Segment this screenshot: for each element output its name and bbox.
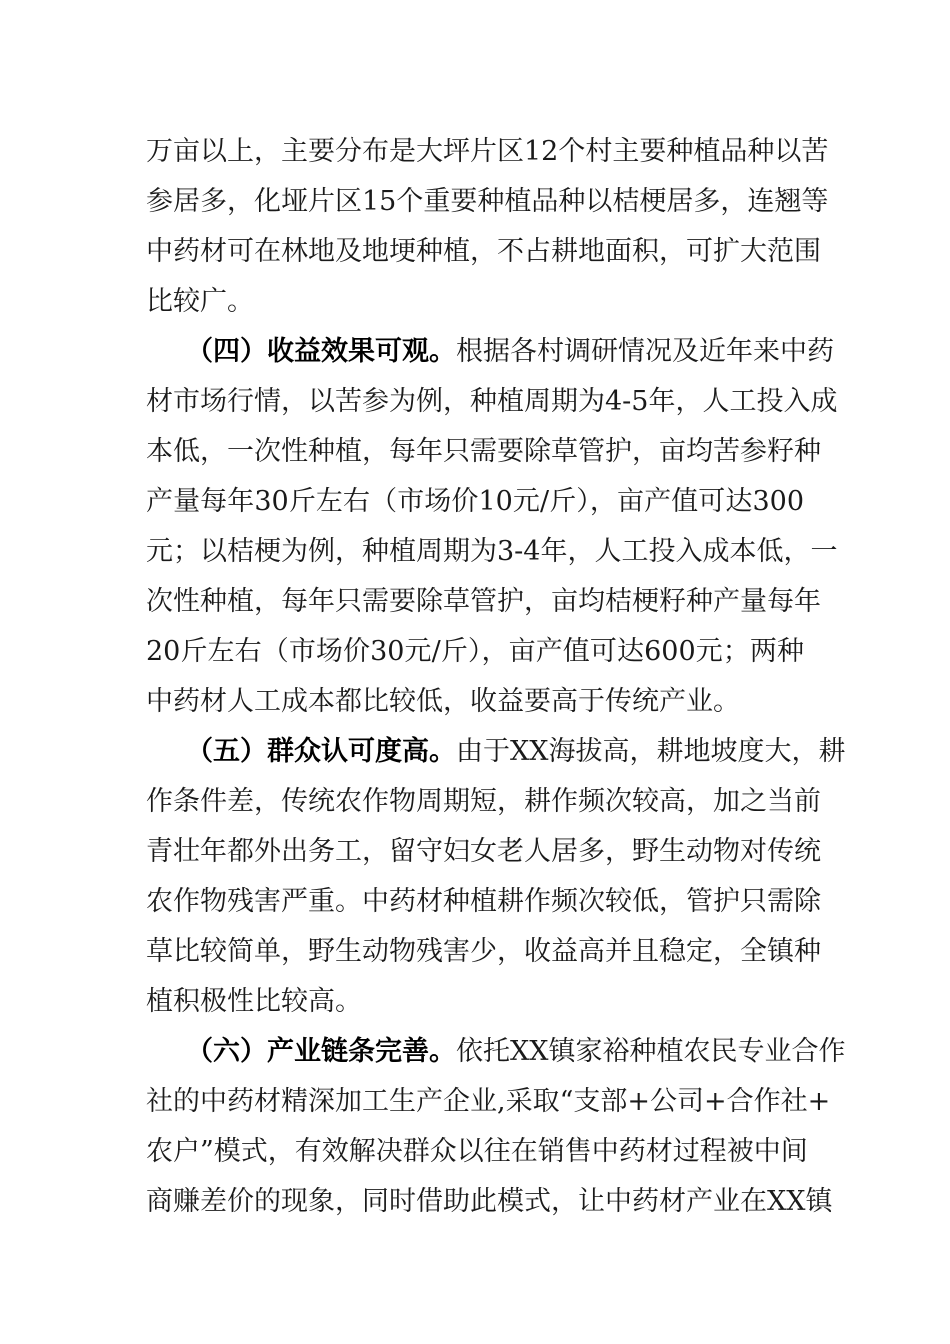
- paragraph-1-line-2: 参居多，化垭片区15个重要种植品种以桔梗居多，连翘等: [146, 186, 829, 217]
- section-6-line-3: 农户”模式，有效解决群众以往在销售中药材过程被中间: [146, 1136, 808, 1167]
- section-4-first-line-text: 根据各村调研情况及近年来中药: [456, 336, 834, 367]
- section-5-line-4: 农作物残害严重。中药材种植耕作频次较低，管护只需除: [146, 886, 821, 917]
- section-4-line-4: 产量每年30斤左右（市场价10元/斤），亩产值可达300: [146, 486, 804, 517]
- section-4-line-3: 本低，一次性种植，每年只需要除草管护，亩均苦参籽种: [146, 436, 821, 467]
- section-5-first-line: [186, 734, 846, 770]
- section-4-line-6: 次性种植，每年只需要除草管护，亩均桔梗籽种产量每年: [146, 586, 821, 617]
- section-6-first-line-text: 依托XX镇家裕种植农民专业合作: [456, 1036, 846, 1067]
- section-4-first-line: [186, 334, 834, 370]
- section-5-line-5: 草比较简单，野生动物残害少，收益高并且稳定，全镇种: [146, 936, 821, 967]
- paragraph-1-line-1: 万亩以上，主要分布是大坪片区12个村主要种植品种以苦: [146, 136, 829, 167]
- section-5-line-3: 青壮年都外出务工，留守妇女老人居多，野生动物对传统: [146, 836, 821, 867]
- section-6-first-line: [186, 1034, 846, 1070]
- section-5-first-line-text: 由于XX海拔高，耕地坡度大，耕: [456, 736, 846, 767]
- section-5-line-2: 作条件差，传统农作物周期短，耕作频次较高，加之当前: [146, 786, 821, 817]
- section-4-heading: （四）收益效果可观。: [186, 336, 456, 367]
- paragraph-1-line-4: 比较广。: [146, 286, 254, 317]
- section-4-line-7: 20斤左右（市场价30元/斤），亩产值可达600元；两种: [146, 636, 804, 667]
- section-4-line-8: 中药材人工成本都比较低，收益要高于传统产业。: [146, 686, 740, 717]
- section-5-heading: （五）群众认可度高。: [186, 736, 456, 767]
- section-6-line-4: 商赚差价的现象，同时借助此模式，让中药材产业在XX镇: [146, 1186, 833, 1217]
- section-6-line-2: 社的中药材精深加工生产企业,采取“支部+公司+合作社+: [146, 1086, 831, 1117]
- section-4-line-5: 元；以桔梗为例，种植周期为3-4年，人工投入成本低，一: [146, 536, 838, 567]
- paragraph-1-line-3: 中药材可在林地及地埂种植，不占耕地面积，可扩大范围: [146, 236, 821, 267]
- section-4-line-2: 材市场行情，以苦参为例，种植周期为4-5年，人工投入成: [146, 386, 838, 417]
- section-5-line-6: 植积极性比较高。: [146, 986, 362, 1017]
- section-6-heading: （六）产业链条完善。: [186, 1036, 456, 1067]
